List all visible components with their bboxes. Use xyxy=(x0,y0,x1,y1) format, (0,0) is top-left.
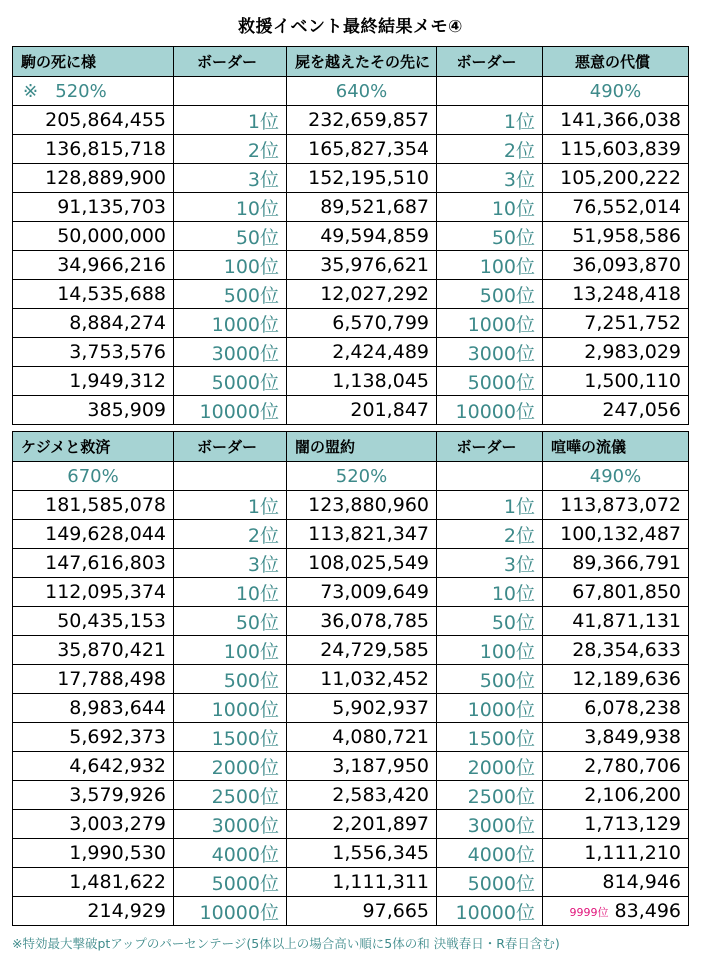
column-header: 屍を越えたその先に xyxy=(287,47,437,77)
table-row xyxy=(13,106,689,135)
column-header: 喧嘩の流儀 xyxy=(543,432,689,462)
table-row xyxy=(13,752,689,781)
rank-cell: 50位 xyxy=(174,222,287,251)
rank-cell: 100位 xyxy=(437,636,543,665)
rank-cell: 10000位 xyxy=(437,396,543,425)
score-cell: 51,958,586 xyxy=(543,222,689,251)
percentage-cell: 490% xyxy=(543,77,689,106)
score-cell: 13,248,418 xyxy=(543,280,689,309)
column-header: ボーダー xyxy=(437,47,543,77)
empty-cell xyxy=(174,77,287,106)
score-cell: 1,111,311 xyxy=(287,868,437,897)
rank-cell: 1000位 xyxy=(437,694,543,723)
table-row xyxy=(13,280,689,309)
score-cell: 97,665 xyxy=(287,897,437,926)
rank-cell: 5000位 xyxy=(174,868,287,897)
percentage-cell: 640% xyxy=(287,77,437,106)
table-row xyxy=(13,665,689,694)
score-cell: 123,880,960 xyxy=(287,491,437,520)
score-cell: 141,366,038 xyxy=(543,106,689,135)
rank-cell: 500位 xyxy=(174,280,287,309)
score-cell: 814,946 xyxy=(543,868,689,897)
note-mark: ※ xyxy=(23,80,39,102)
rank-cell: 4000位 xyxy=(174,839,287,868)
rank-cell: 3000位 xyxy=(437,810,543,839)
rank-cell: 4000位 xyxy=(437,839,543,868)
rank-cell: 3位 xyxy=(437,549,543,578)
column-header: ボーダー xyxy=(437,432,543,462)
table-row xyxy=(13,781,689,810)
rank-note: 9999位 xyxy=(569,905,609,919)
rank-cell: 2位 xyxy=(437,135,543,164)
score-cell: 1,949,312 xyxy=(13,367,174,396)
rank-cell: 1位 xyxy=(174,491,287,520)
score-cell: 214,929 xyxy=(13,897,174,926)
score-cell: 115,603,839 xyxy=(543,135,689,164)
table-row xyxy=(13,222,689,251)
rank-cell: 1500位 xyxy=(174,723,287,752)
score-cell: 113,873,072 xyxy=(543,491,689,520)
rank-cell: 10000位 xyxy=(174,396,287,425)
percentage-row xyxy=(13,77,689,106)
score-cell: 201,847 xyxy=(287,396,437,425)
table-row xyxy=(13,723,689,752)
score-cell: 89,521,687 xyxy=(287,193,437,222)
table-row xyxy=(13,135,689,164)
score-cell: 5,692,373 xyxy=(13,723,174,752)
rank-cell: 3位 xyxy=(174,549,287,578)
rank-cell: 3位 xyxy=(174,164,287,193)
score-cell: 385,909 xyxy=(13,396,174,425)
rank-cell: 1000位 xyxy=(174,309,287,338)
table-header-row xyxy=(13,432,689,462)
score-cell: 247,056 xyxy=(543,396,689,425)
rank-cell: 100位 xyxy=(174,636,287,665)
score-cell: 6,078,238 xyxy=(543,694,689,723)
ranking-table-1 xyxy=(12,46,689,425)
rank-cell: 10位 xyxy=(437,578,543,607)
score-cell: 91,135,703 xyxy=(13,193,174,222)
score-cell: 108,025,549 xyxy=(287,549,437,578)
percentage-cell: 670% xyxy=(13,462,174,491)
table-row xyxy=(13,549,689,578)
score-cell: 113,821,347 xyxy=(287,520,437,549)
score-cell: 4,080,721 xyxy=(287,723,437,752)
score-cell: 1,481,622 xyxy=(13,868,174,897)
score-cell: 35,870,421 xyxy=(13,636,174,665)
score-cell: 136,815,718 xyxy=(13,135,174,164)
rank-cell: 3000位 xyxy=(174,338,287,367)
table-row xyxy=(13,810,689,839)
score-cell: 76,552,014 xyxy=(543,193,689,222)
rank-cell: 10位 xyxy=(174,193,287,222)
score-cell: 3,579,926 xyxy=(13,781,174,810)
score-cell xyxy=(543,897,689,926)
score-cell: 2,983,029 xyxy=(543,338,689,367)
table-row xyxy=(13,164,689,193)
rank-cell: 1位 xyxy=(437,106,543,135)
rank-cell: 50位 xyxy=(437,607,543,636)
score-cell: 1,500,110 xyxy=(543,367,689,396)
rank-cell: 3000位 xyxy=(174,810,287,839)
rank-cell: 50位 xyxy=(437,222,543,251)
score-cell: 49,594,859 xyxy=(287,222,437,251)
score-cell: 232,659,857 xyxy=(287,106,437,135)
rank-cell: 1000位 xyxy=(174,694,287,723)
score-cell: 3,849,938 xyxy=(543,723,689,752)
rank-cell: 500位 xyxy=(437,665,543,694)
score-cell: 34,966,216 xyxy=(13,251,174,280)
table-row xyxy=(13,897,689,926)
footnote: ※特効最大撃破ptアップのパーセンテージ(5体以上の場合高い順に5体の和 決戦春日・R春日含む) xyxy=(12,936,560,951)
rank-cell: 3000位 xyxy=(437,338,543,367)
column-header: ボーダー xyxy=(174,432,287,462)
rank-cell: 500位 xyxy=(174,665,287,694)
score-cell: 2,780,706 xyxy=(543,752,689,781)
rank-cell: 10位 xyxy=(437,193,543,222)
score-cell: 50,000,000 xyxy=(13,222,174,251)
rank-cell: 5000位 xyxy=(437,367,543,396)
score-cell: 12,027,292 xyxy=(287,280,437,309)
score-cell: 2,106,200 xyxy=(543,781,689,810)
score-cell: 3,753,576 xyxy=(13,338,174,367)
table-row xyxy=(13,694,689,723)
rank-cell: 2500位 xyxy=(437,781,543,810)
rank-cell: 100位 xyxy=(174,251,287,280)
column-header: ボーダー xyxy=(174,47,287,77)
score-cell: 73,009,649 xyxy=(287,578,437,607)
table-row xyxy=(13,839,689,868)
rank-cell: 50位 xyxy=(174,607,287,636)
score-cell: 2,201,897 xyxy=(287,810,437,839)
percentage-row xyxy=(13,462,689,491)
score-cell: 165,827,354 xyxy=(287,135,437,164)
column-header: 駒の死に様 xyxy=(13,47,174,77)
table-row xyxy=(13,607,689,636)
empty-cell xyxy=(437,462,543,491)
score-cell: 3,003,279 xyxy=(13,810,174,839)
table-header-row xyxy=(13,47,689,77)
table-row xyxy=(13,309,689,338)
score-cell: 205,864,455 xyxy=(13,106,174,135)
rank-cell: 1位 xyxy=(437,491,543,520)
percentage-value: 520% xyxy=(55,80,107,102)
score-cell: 35,976,621 xyxy=(287,251,437,280)
table-row xyxy=(13,193,689,222)
score-cell: 6,570,799 xyxy=(287,309,437,338)
table-row xyxy=(13,520,689,549)
table-row xyxy=(13,868,689,897)
score-cell: 11,032,452 xyxy=(287,665,437,694)
score-cell: 8,884,274 xyxy=(13,309,174,338)
score-cell: 36,078,785 xyxy=(287,607,437,636)
score-cell: 17,788,498 xyxy=(13,665,174,694)
score-cell: 100,132,487 xyxy=(543,520,689,549)
table-row xyxy=(13,338,689,367)
score-cell: 1,990,530 xyxy=(13,839,174,868)
score-cell: 67,801,850 xyxy=(543,578,689,607)
score-cell: 1,556,345 xyxy=(287,839,437,868)
rank-cell: 2位 xyxy=(174,520,287,549)
rank-cell: 10位 xyxy=(174,578,287,607)
score-cell: 24,729,585 xyxy=(287,636,437,665)
rank-cell: 2位 xyxy=(437,520,543,549)
rank-cell: 100位 xyxy=(437,251,543,280)
score-cell: 7,251,752 xyxy=(543,309,689,338)
rank-cell: 1000位 xyxy=(437,309,543,338)
score-cell: 50,435,153 xyxy=(13,607,174,636)
table-row xyxy=(13,578,689,607)
rank-cell: 10000位 xyxy=(437,897,543,926)
score-cell: 4,642,932 xyxy=(13,752,174,781)
rank-cell: 2500位 xyxy=(174,781,287,810)
table-row xyxy=(13,251,689,280)
score-cell: 1,713,129 xyxy=(543,810,689,839)
page-title: 救援イベント最終結果メモ④ xyxy=(238,17,463,37)
column-header: ケジメと救済 xyxy=(13,432,174,462)
score-cell: 12,189,636 xyxy=(543,665,689,694)
percentage-cell: 520% xyxy=(287,462,437,491)
rank-cell: 2位 xyxy=(174,135,287,164)
rank-cell: 2000位 xyxy=(174,752,287,781)
percentage-cell xyxy=(13,77,174,106)
rank-cell: 500位 xyxy=(437,280,543,309)
score-cell: 3,187,950 xyxy=(287,752,437,781)
table-row xyxy=(13,636,689,665)
rank-cell: 5000位 xyxy=(174,367,287,396)
ranking-table-2 xyxy=(12,431,689,926)
percentage-cell: 490% xyxy=(543,462,689,491)
score-cell: 2,583,420 xyxy=(287,781,437,810)
rank-cell: 5000位 xyxy=(437,868,543,897)
score-value: 83,496 xyxy=(614,900,681,922)
score-cell: 14,535,688 xyxy=(13,280,174,309)
score-cell: 128,889,900 xyxy=(13,164,174,193)
rank-cell: 1500位 xyxy=(437,723,543,752)
rank-cell: 2000位 xyxy=(437,752,543,781)
score-cell: 147,616,803 xyxy=(13,549,174,578)
score-cell: 41,871,131 xyxy=(543,607,689,636)
score-cell: 112,095,374 xyxy=(13,578,174,607)
table-row xyxy=(13,491,689,520)
rank-cell: 10000位 xyxy=(174,897,287,926)
table-row xyxy=(13,396,689,425)
score-cell: 1,138,045 xyxy=(287,367,437,396)
score-cell: 1,111,210 xyxy=(543,839,689,868)
score-cell: 36,093,870 xyxy=(543,251,689,280)
score-cell: 28,354,633 xyxy=(543,636,689,665)
score-cell: 8,983,644 xyxy=(13,694,174,723)
score-cell: 149,628,044 xyxy=(13,520,174,549)
empty-cell xyxy=(174,462,287,491)
column-header: 悪意の代償 xyxy=(543,47,689,77)
rank-cell: 1位 xyxy=(174,106,287,135)
score-cell: 5,902,937 xyxy=(287,694,437,723)
empty-cell xyxy=(437,77,543,106)
rank-cell: 3位 xyxy=(437,164,543,193)
score-cell: 89,366,791 xyxy=(543,549,689,578)
score-cell: 2,424,489 xyxy=(287,338,437,367)
score-cell: 181,585,078 xyxy=(13,491,174,520)
column-header: 闇の盟約 xyxy=(287,432,437,462)
score-cell: 152,195,510 xyxy=(287,164,437,193)
table-row xyxy=(13,367,689,396)
score-cell: 105,200,222 xyxy=(543,164,689,193)
